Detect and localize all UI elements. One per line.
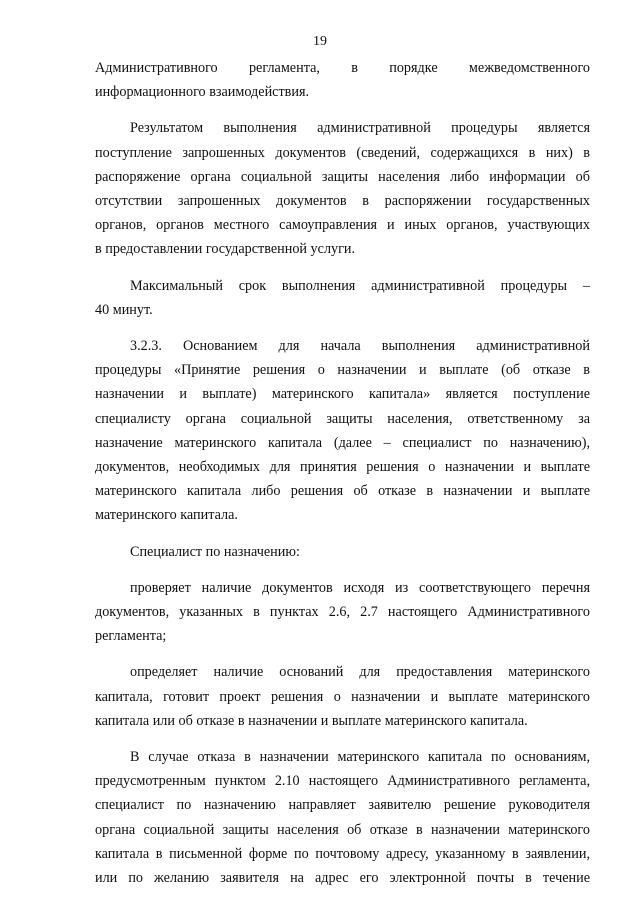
text-line: капитала или об отказе в назначении и выплате материнского капитала. (95, 712, 528, 729)
page-number: 19 (313, 34, 327, 49)
text-line: В случае отказа в назначении материнского капитала по основаниям, (130, 749, 590, 766)
text-line: определяет наличие оснований для предоставления материнского (130, 664, 590, 681)
paragraph (95, 576, 590, 649)
text-line: Административного регламента, в порядке межведомственного (95, 60, 590, 76)
text-line: регламента; (95, 628, 167, 645)
paragraph (95, 745, 590, 890)
text-line: 3.2.3. Основанием для начала выполнения административной (130, 338, 590, 355)
text-line: специалисту органа социальной защиты населения, ответственному за (95, 410, 590, 427)
paragraph (95, 274, 590, 322)
text-line: проверяет наличие документов исходя из соответствующего перечня (130, 579, 590, 596)
text-line: капитала, готовит проект решения о назначении и выплате материнского (95, 688, 590, 705)
text-line: отсутствии запрошенных документов в распоряжении государственных (95, 193, 590, 210)
text-line: капитала в письменной форме по почтовому адресу, указанному в заявлении, (95, 845, 590, 862)
text-line: процедуры «Принятие решения о назначении и выплате (об отказе в (95, 362, 590, 379)
text-line: или по желанию заявителя на адрес его электронной почты в течение (95, 870, 590, 887)
paragraph (95, 660, 590, 733)
text-line: назначении и выплате) материнского капитала» является поступление (95, 386, 590, 403)
text-line: органа социальной защиты населения об отказе в назначении материнского (95, 821, 590, 838)
text-line: документов, указанных в пунктах 2.6, 2.7 настоящего Административного (95, 604, 590, 621)
text-line: поступление запрошенных документов (сведений, содержащихся в них) в (95, 144, 590, 161)
text-line: распоряжение органа социальной защиты населения либо информации об (95, 168, 590, 185)
text-line: материнского капитала либо решения об отказе в назначении и выплате (95, 483, 590, 500)
text-line: документов, необходимых для принятия решения о назначении и выплате (95, 459, 590, 476)
text-line: 40 минут. (95, 301, 153, 318)
paragraph (95, 540, 590, 564)
document-body (95, 56, 590, 902)
text-line: Специалист по назначению: (130, 543, 300, 560)
text-line: информационного взаимодействия. (95, 84, 310, 101)
text-line: специалист по назначению направляет заявителю решение руководителя (95, 797, 590, 814)
paragraph (95, 116, 590, 261)
text-line: Максимальный срок выполнения административной процедуры – (130, 277, 590, 294)
text-line: материнского капитала. (95, 507, 238, 524)
text-line: Результатом выполнения административной процедуры является (130, 120, 590, 137)
text-line: предусмотренным пунктом 2.10 настоящего Административного регламента, (95, 773, 590, 790)
text-line: в предоставлении государственной услуги. (95, 241, 356, 258)
text-line: назначение материнского капитала (далее – специалист по назначению), (95, 434, 590, 451)
paragraph (95, 56, 590, 104)
text-line: органов, органов местного самоуправления и иных органов, участвующих (95, 217, 590, 234)
paragraph (95, 334, 590, 528)
